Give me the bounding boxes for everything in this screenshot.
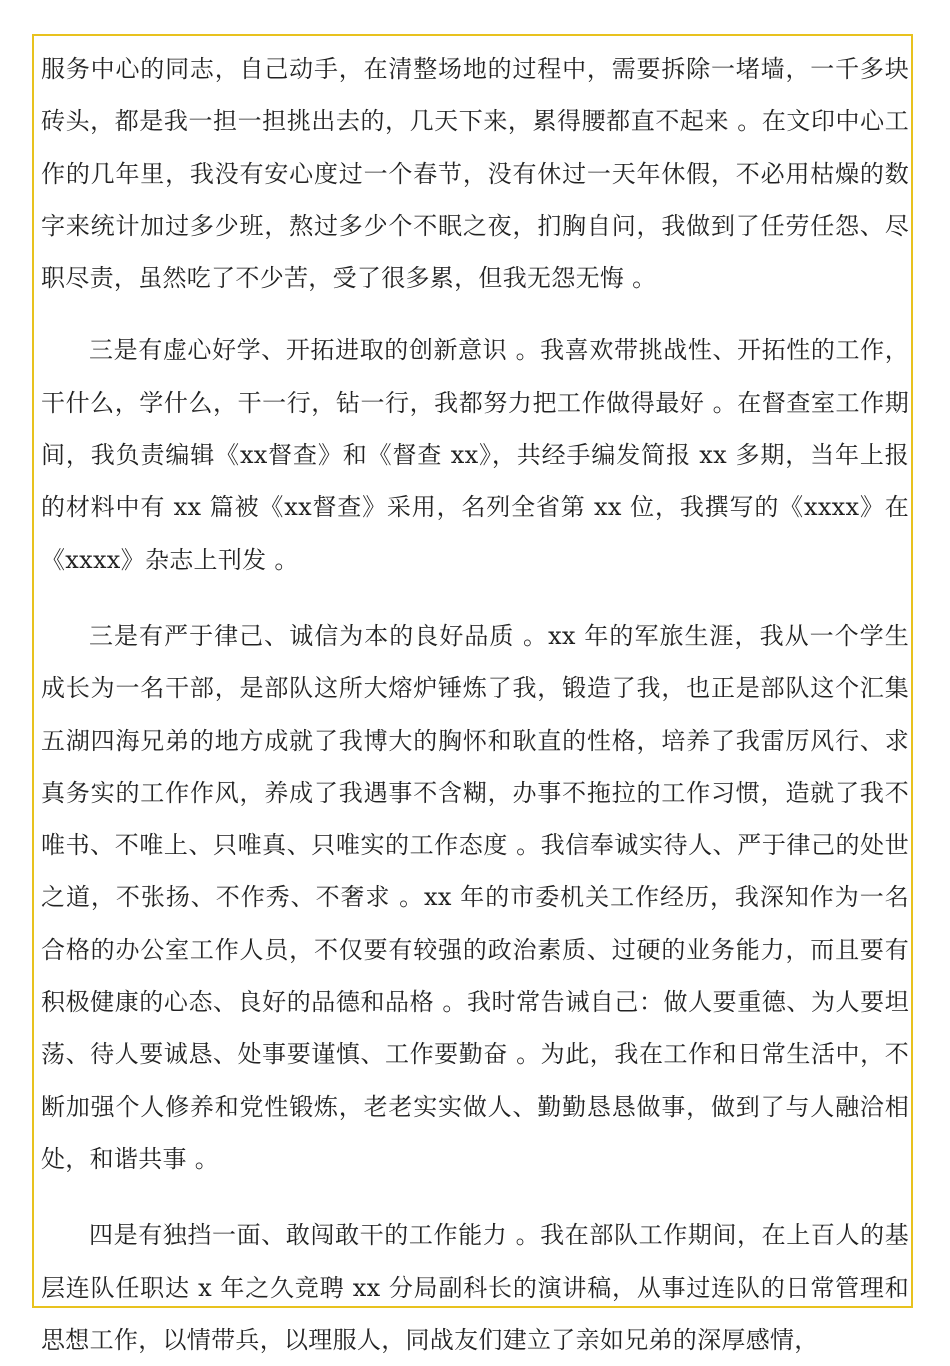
paragraph-continuation: 服务中心的同志，自己动手，在清整场地的过程中，需要拆除一堵墙，一千多块砖头，都是我一担一担挑出去的，几天下来，累得腰都直不起来 。在文印中心工作的几年里，我没有安心度过一个春节，没有休过一天年休假，不必用枯燥的数字来统计加过多少班，熬过多少个不眠之夜，扪胸自问，我做到了任劳任怨、尽职尽责，虽然吃了不少苦，受了很多累，但我无怨无悔 。	[41, 55, 909, 293]
document-body	[41, 43, 909, 1366]
paragraph-work-ability: 四是有独挡一面、敢闯敢干的工作能力 。我在部队工作期间，在上百人的基层连队任职达 x 年之久竞聘 xx 分局副科长的演讲稿，从事过连队的日常管理和思想工作，以情带兵，以理服人，同战友们建立了亲如兄弟的深厚感情，	[41, 1221, 909, 1354]
paragraph-self-discipline: 三是有严于律己、诚信为本的良好品质 。xx 年的军旅生涯，我从一个学生成长为一名干部，是部队这所大熔炉锤炼了我，锻造了我，也正是部队这个汇集五湖四海兄弟的地方成就了我博大的胸怀和耿直的性格，培养了我雷厉风行、求真务实的工作作风，养成了我遇事不含糊，办事不拖拉的工作习惯，造就了我不唯书、不唯上、只唯真、只唯实的工作态度 。我信奉诚实待人、严于律己的处世之道，不张扬、不作秀、不奢求 。xx 年的市委机关工作经历，我深知作为一名合格的办公室工作人员，不仅要有较强的政治素质、过硬的业务能力，而且要有积极健康的心态、良好的品德和品格 。我时常告诫自己：做人要重德、为人要坦荡、待人要诚恳、处事要谨慎、工作要勤奋 。为此，我在工作和日常生活中，不断加强个人修养和党性锻炼，老老实实做人、勤勤恳恳做事，做到了与人融洽相处，和谐共事 。	[41, 621, 909, 1173]
paragraph-innovation: 三是有虚心好学、开拓进取的创新意识 。我喜欢带挑战性、开拓性的工作，干什么，学什么，干一行，钻一行，我都努力把工作做得最好 。在督查室工作期间，我负责编辑《xx督查》和《督查 xx》，共经手编发简报 xx 多期，当年上报的材料中有 xx 篇被《xx督查》采用，名列全省第 xx 位，我撰写的《xxxx》在《xxxx》杂志上刊发 。	[41, 336, 909, 574]
